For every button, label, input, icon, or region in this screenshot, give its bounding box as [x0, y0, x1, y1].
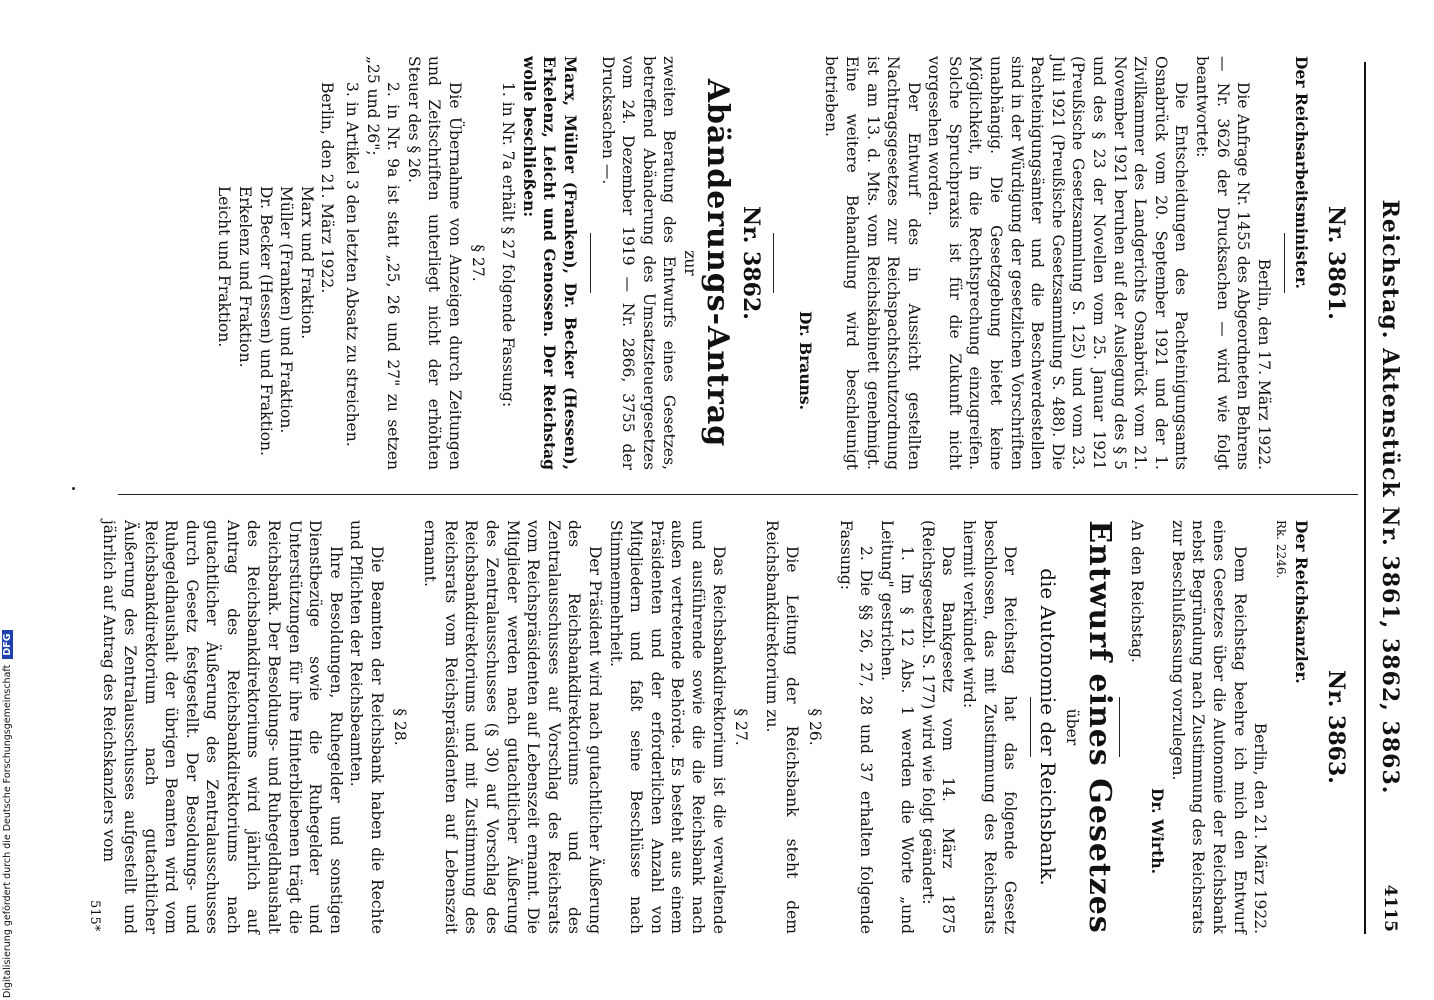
signature-mark: 515*	[87, 900, 102, 932]
date-3862: Berlin, den 21. März 1922.	[318, 82, 337, 294]
divider	[1030, 697, 1031, 757]
movers-3862: Marx, Müller (Franken), Dr. Becker (Hessen), Erkelenz, Leicht und Genossen. Der Reichstag wolle beschließen:	[519, 56, 580, 470]
page-header	[1372, 62, 1406, 932]
title-3863: Entwurf eines Gesetzes	[1082, 520, 1118, 934]
right-column	[99, 520, 1358, 934]
text-26: Die Leitung der Reichsbank steht dem Reichsbankdirektorium zu.	[762, 520, 802, 934]
divider	[590, 233, 591, 293]
digitization-credit	[2, 598, 16, 998]
section-heading-3862: Nr. 3862.	[738, 206, 765, 320]
text-27a: Das Reichsbankdirektorium ist die verwaltende und ausführende sowie die die Reichsbank nach außen vertretende Behörde. Es besteht aus einem Präsidenten und der erforderlichen Anzahl von Mitgliedern und faßt seine Beschlüsse nach Stimmenmehrheit.	[606, 520, 728, 934]
speck	[72, 487, 75, 490]
sender-3861: Der Reichsarbeitsminister.	[1292, 56, 1312, 289]
signer: Leicht und Fraktion.	[215, 186, 234, 348]
enactment-3863: Der Reichstag hat das folgende Gesetz beschlossen, das mit Zustimmung des Reichsrats hiermit verkündet wird:	[960, 520, 1020, 934]
item2-3862: 2. in Nr. 9a ist statt „25, 26 und 27" zu setzen „25 und 26";	[363, 56, 403, 470]
date-3863: Berlin, den 21. März 1922.	[1251, 722, 1270, 934]
text-27b: Der Präsident wird nach gutachtlicher Äußerung des Reichsbankdirektoriums und des Zentralausschusses auf Vorschlag des Reichsrats vom Reichspräsidenten auf Lebenszeit ernannt. Die Mitglieder werden nach gutachtlicher Äußerung des Zentralausschusses (§ 30) auf Vorschlag des Reichsbankdirektoriums und mit Zustimmung des Reichsrats vom Reichspräsidenten auf Lebenszeit ernannt.	[421, 520, 604, 934]
date-3861: Berlin, den 17. März 1922.	[1254, 258, 1273, 470]
item3-3862: 3. in Artikel 3 den letzten Absatz zu streichen.	[343, 82, 362, 447]
signer: Müller (Franken) und Fraktion.	[277, 186, 296, 434]
paragraph-26: § 26.	[805, 708, 824, 746]
paragraph-27: § 27.	[732, 708, 751, 746]
divider	[1284, 233, 1285, 293]
text-28a: Die Beamten der Reichsbank haben die Rechte und Pflichten der Reichsbeamten.	[347, 520, 387, 934]
change1-3863: 1. Im § 12 Abs. 1 werden die Worte „und Leitung" gestrichen.	[877, 520, 917, 934]
bankgesetz-3863: Das Bankgesetz vom 14. März 1875 (Reichsgesetzbl. S. 177) wird wie folgt geändert:	[918, 520, 958, 934]
paragraph-27-3862: § 27.	[468, 244, 487, 282]
page-number: 4115	[1380, 884, 1400, 932]
intro-3863: Dem Reichstag beehre ich mich den Entwurf eines Gesetzes über die Autonomie der Reichsbank nebst Begründung nach Zustimmung des Reichsrats zur Beschlußfassung vorzulegen.	[1168, 520, 1249, 934]
signer: Dr. Becker (Hessen) und Fraktion.	[256, 186, 275, 456]
paragraph-28: § 28.	[390, 708, 409, 746]
left-column	[214, 56, 1358, 470]
sender-3863: Der Reichskanzler.	[1292, 520, 1312, 684]
reference-3863: Rk. 2246.	[1273, 520, 1288, 579]
credit-text: Digitalisierung gefördert durch die Deutsche Forschungsgemeinschaft	[2, 664, 13, 998]
subtitle-3863: die Autonomie der Reichsbank.	[1035, 568, 1060, 886]
title-3862: Abänderungs-Antrag	[699, 78, 735, 448]
text-28b: Ihre Besoldungen, Ruhegelder und sonstigen Dienstbezüge sowie die Ruhegelder und Unterstützungen für ihre Hinterbliebenen trägt die Reichsbank. Der Besoldungs- und Ruhegeldhaushalt des Reichsbankdirektoriums wird jährlich auf Antrag des Reichsbankdirektoriums nach gutachtlicher Äußerung des Zentralausschusses durch Gesetz festgestellt. Der Besoldungs- und Ruhegeldhaushalt der übrigen Beamten wird vom Reichsbankdirektorium nach gutachtlicher Äußerung des Zentralausschusses aufgestellt und jährlich auf Antrag des Reichskanzlers vom	[100, 520, 345, 934]
addressee-3863: An den Reichstag.	[1127, 520, 1146, 663]
signers-3862	[214, 186, 317, 470]
body-3861-p2: Der Entwurf des in Aussicht gestellten Nachtragsgesetzes zur Reichspachtschutzordnung ist am 13. d. Mts. vom Reichskabinett genehmigt. Eine weitere Behandlung wird beschleunigt betrieben.	[822, 56, 923, 470]
item1-text-3862: Die Übernahme von Anzeigen durch Zeitungen und Zeitschriften unterliegt nicht der erhöhten Steuer des § 26.	[404, 56, 465, 470]
item1-3862: 1. in Nr. 7a erhält § 27 folgende Fassung:	[499, 82, 518, 408]
section-heading-3863: Nr. 3863.	[1323, 670, 1349, 784]
signature-3861: Dr. Brauns.	[795, 311, 815, 410]
column-rule	[118, 494, 1358, 495]
header-rule	[1364, 62, 1366, 934]
divider	[773, 233, 774, 293]
dfg-logo-icon[interactable]: DFG	[2, 630, 13, 658]
intro-3861: Die Anfrage Nr. 1455 des Abgeordneten Behrens — Nr. 3626 der Drucksachen — wird wie folgt beantwortet:	[1193, 56, 1253, 470]
body-3861-p1: Die Entscheidungen des Pachteinigungsamts Osnabrück vom 20. September 1921 und der 1. Zivilkammer des Landgerichts Osnabrück vom 21. November 1921 beruhen auf der Auslegung des § 5 und des § 23 der Novellen vom 25. Januar 1921 (Preußische Gesetzsammlung S. 125) und vom 23. Juli 1921 (Preußische Gesetzsammlung S. 488). Die Pachteinigungsämter und die Beschwerdestellen sind in der Würdigung der gesetzlichen Vorschriften unabhängig. Die Gesetzgebung bietet keine Möglichkeit, in die Rechtsprechung einzugreifen. Solche Spruchpraxis ist für die Zukunft nicht vorgesehen worden.	[925, 56, 1191, 470]
change2-3863: 2. Die §§ 26, 27, 28 und 37 erhalten folgende Fassung:	[836, 520, 876, 934]
zur-3862: zur	[680, 250, 699, 276]
signer: Erkelenz und Fraktion.	[236, 186, 255, 368]
section-heading-3861: Nr. 3861.	[1323, 206, 1349, 320]
signature-3863: Dr. Wirth.	[1148, 788, 1168, 874]
ueber-3863: über	[1063, 708, 1082, 746]
subject-3862: zweiten Beratung des Entwurfs eines Gesetzes, betreffend Abänderung des Umsatzsteuergesetzes vom 24. Dezember 1919 — Nr. 2866, 3755 der Drucksachen —.	[598, 56, 679, 470]
signer: Marx und Fraktion.	[297, 186, 316, 340]
running-title: Reichstag. Aktenstück Nr. 3861, 3862, 3863.	[1377, 199, 1403, 795]
divider	[1119, 697, 1120, 757]
